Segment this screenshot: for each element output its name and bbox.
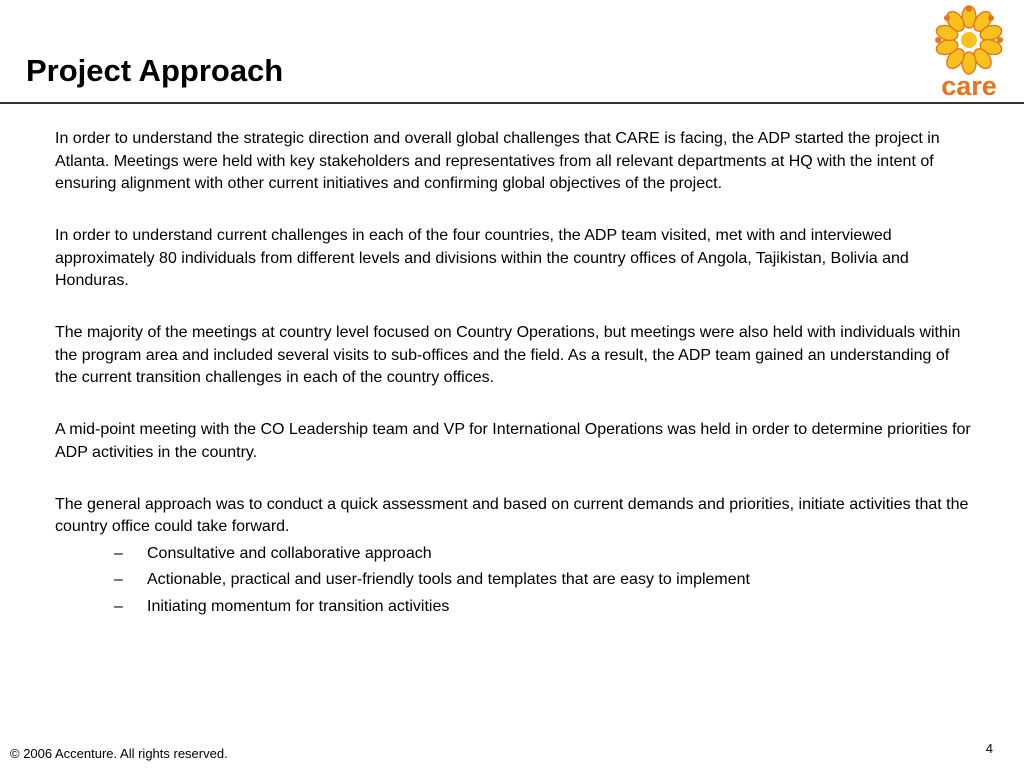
care-sunburst-icon <box>924 2 1014 100</box>
bullet-item <box>114 596 975 619</box>
slide-title: Project Approach <box>26 53 284 88</box>
slide-body <box>55 128 975 622</box>
paragraph-general-approach: The general approach was to conduct a quick assessment and based on current demands and priorities, initiate activities that the country office could take forward. <box>55 495 969 535</box>
paragraph-atlanta: In order to understand the strategic direction and overall global challenges that CARE is facing, the ADP started the project in Atlanta. Meetings were held with key stakeholders and representatives from all relevant departments at HQ with the intent of ensuring alignment with other current initiatives and confirming global objectives of the project. <box>55 130 940 192</box>
copyright-footer: © 2006 Accenture. All rights reserved. <box>10 746 228 761</box>
bullet-text: Initiating momentum for transition activities <box>147 597 450 615</box>
bullet-item <box>114 569 975 592</box>
page-number: 4 <box>985 741 993 756</box>
approach-bullet-list <box>55 543 975 619</box>
care-logo <box>924 2 1014 100</box>
title-divider <box>0 102 1024 104</box>
bullet-text: Consultative and collaborative approach <box>147 544 432 562</box>
paragraph-country-visits: In order to understand current challenges in each of the four countries, the ADP team visited, met with and interviewed approximately 80 individuals from different levels and divisions within the country offices of Angola, Tajikistan, Bolivia and Honduras. <box>55 227 909 289</box>
paragraph-mid-point-meeting: A mid-point meeting with the CO Leadership team and VP for International Operations was held in order to determine priorities for ADP activities in the country. <box>55 421 971 461</box>
bullet-text: Actionable, practical and user-friendly tools and templates that are easy to implement <box>147 571 750 588</box>
bullet-dash: – <box>114 597 123 615</box>
care-logo-text: care <box>941 71 997 100</box>
bullet-dash: – <box>114 544 123 562</box>
bullet-item <box>114 543 975 566</box>
bullet-dash: – <box>114 571 123 588</box>
paragraph-country-meetings: The majority of the meetings at country level focused on Country Operations, but meetings were also held with individuals within the program area and included several visits to sub-offices and the field. As a result, the ADP team gained an understanding of the current transition challenges in each of the country offices. <box>55 324 961 386</box>
